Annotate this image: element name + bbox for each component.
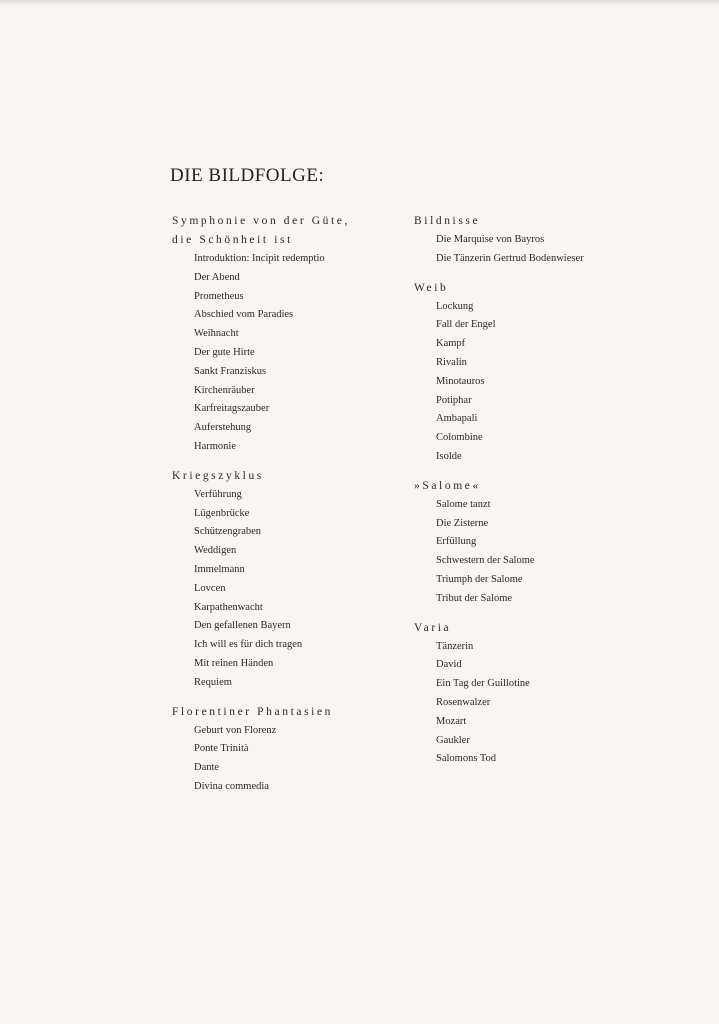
section-heading: Weib <box>414 281 449 294</box>
list-item: Tribut der Salome <box>436 592 513 604</box>
list-item: Requiem <box>194 676 232 688</box>
list-item: Isolde <box>436 450 462 462</box>
list-item: Ponte Trinità <box>194 743 249 755</box>
page-edge <box>0 0 719 6</box>
list-item: Immelmann <box>194 563 245 575</box>
list-item: Ambapali <box>436 413 478 425</box>
list-item: Mit reinen Händen <box>194 657 274 669</box>
list-item: Weddigen <box>194 545 237 557</box>
list-item: Weihnacht <box>194 328 239 340</box>
list-item: Auferstehung <box>194 422 252 434</box>
list-item: Schwestern der Salome <box>436 555 535 567</box>
section-heading: Florentiner Phantasien <box>172 705 333 718</box>
section-heading: Bildnisse <box>414 215 481 227</box>
list-item: Gaukler <box>436 734 470 746</box>
list-item: Salomons Tod <box>436 753 497 765</box>
right-column <box>414 212 614 779</box>
list-item: Der Abend <box>194 271 240 283</box>
list-item: Harmonie <box>194 440 236 452</box>
section <box>414 212 614 269</box>
list-item: Lügenbrücke <box>194 507 250 519</box>
list-item: Abschied vom Paradies <box>194 309 294 321</box>
section-heading: Symphonie von der Güte, <box>172 215 350 227</box>
list-item: Die Zisterne <box>436 517 489 529</box>
list-item: Den gefallenen Bayern <box>194 620 291 632</box>
list-item: Kirchenräuber <box>194 384 255 396</box>
section <box>172 467 372 693</box>
section <box>414 619 614 770</box>
list-item: Die Tänzerin Gertrud Bodenwieser <box>436 252 584 264</box>
picture-list <box>414 496 614 609</box>
list-item: David <box>436 659 462 671</box>
list-item: Verführung <box>194 488 242 500</box>
picture-list <box>414 298 614 467</box>
page-title: DIE BILDFOLGE: <box>170 165 325 186</box>
list-item: Dante <box>194 762 220 774</box>
picture-list <box>172 722 372 797</box>
list-item: Potiphar <box>436 394 472 406</box>
section-heading: »Salome« <box>414 479 481 492</box>
list-item: Colombine <box>436 432 483 444</box>
picture-list <box>414 231 614 269</box>
list-item: Rivalin <box>436 356 467 368</box>
list-item: Karfreitagszauber <box>194 403 270 415</box>
list-item: Lockung <box>436 300 474 312</box>
picture-list <box>172 486 372 693</box>
list-item: Introduktion: Incipit redemptio <box>194 253 325 264</box>
section <box>172 212 372 457</box>
list-item: Lovcen <box>194 582 226 594</box>
list-item: Geburt von Florenz <box>194 724 277 736</box>
list-item: Sankt Franziskus <box>194 365 267 377</box>
list-item: Der gute Hirte <box>194 346 255 358</box>
list-item: Mozart <box>436 715 467 727</box>
section <box>414 477 614 609</box>
section <box>414 279 614 467</box>
list-item: Fall der Engel <box>436 319 496 331</box>
list-item: Schützengraben <box>194 526 262 538</box>
list-item: Tänzerin <box>436 640 474 652</box>
list-item: Karpathenwacht <box>194 601 263 613</box>
left-column <box>172 212 372 807</box>
list-item: Ich will es für dich tragen <box>194 639 303 651</box>
picture-list <box>414 638 614 770</box>
list-item: Divina commedia <box>194 780 269 792</box>
section <box>172 703 372 797</box>
list-item: Triumph der Salome <box>436 573 523 585</box>
list-item: Die Marquise von Bayros <box>436 234 545 245</box>
section-heading: Varia <box>414 621 452 634</box>
list-item: Salome tanzt <box>436 498 491 510</box>
section-heading: die Schönheit ist <box>172 234 293 246</box>
section-heading: Kriegszyklus <box>172 469 264 482</box>
list-item: Minotauros <box>436 375 485 387</box>
list-item: Kampf <box>436 338 466 350</box>
list-item: Ein Tag der Guillotine <box>436 678 530 690</box>
list-item: Prometheus <box>194 290 244 302</box>
list-item: Rosenwalzer <box>436 696 491 708</box>
list-item: Erfüllung <box>436 536 477 548</box>
picture-list <box>172 250 372 457</box>
